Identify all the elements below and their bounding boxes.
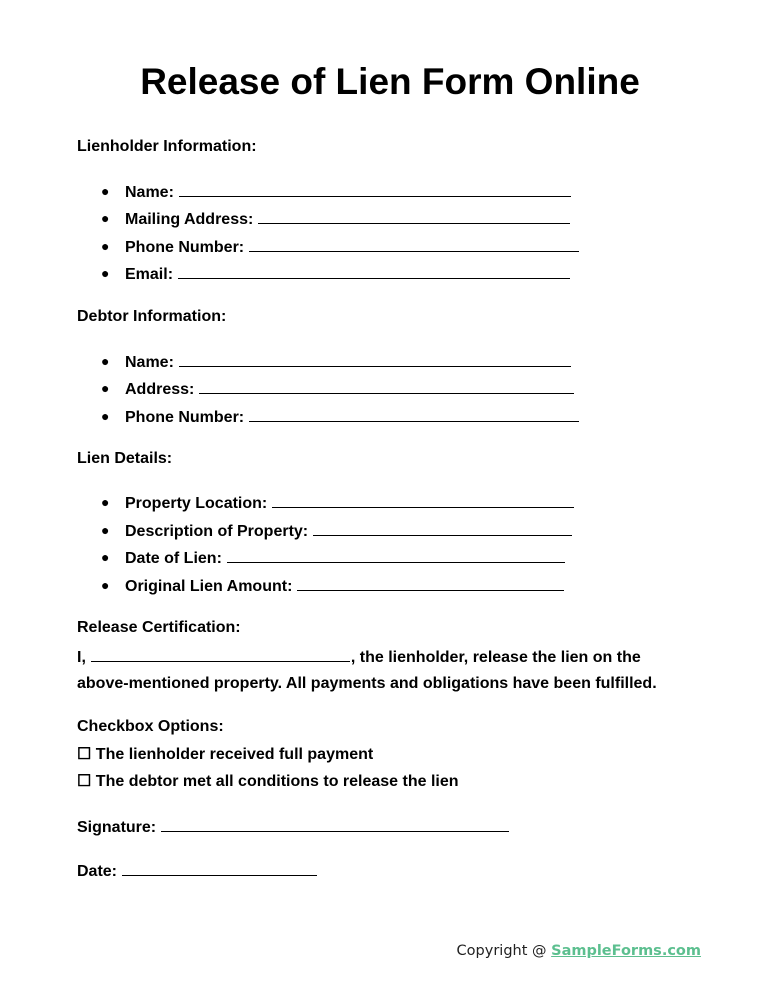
checkbox-full-payment[interactable] (77, 745, 373, 765)
checkbox-icon[interactable]: ☐ (77, 746, 92, 763)
blank-line[interactable] (313, 520, 572, 536)
blank-line[interactable] (199, 378, 574, 394)
field-label: Signature: (77, 819, 157, 836)
checkbox-label: The lienholder received full payment (95, 746, 374, 763)
field-label: Email: (125, 266, 174, 283)
bullet-icon: ● (101, 549, 110, 565)
release-suffix: , the lienholder, release the lien on the (350, 649, 641, 666)
blank-line[interactable] (179, 181, 571, 197)
blank-line[interactable] (179, 351, 571, 367)
section-heading-lien: Lien Details: (77, 450, 173, 467)
debtor-phone-field[interactable] (125, 406, 579, 428)
lienholder-name-field[interactable] (125, 181, 571, 203)
page-title: Release of Lien Form Online (140, 61, 640, 102)
field-label: Date: (77, 863, 118, 880)
blank-line[interactable] (178, 263, 570, 279)
blank-line[interactable] (297, 575, 564, 591)
blank-line[interactable] (249, 406, 579, 422)
section-heading-checkboxes: Checkbox Options: (77, 718, 224, 735)
bullet-icon: ● (101, 353, 110, 369)
signature-field[interactable] (77, 816, 509, 838)
field-label: Name: (125, 354, 174, 371)
checkbox-icon[interactable]: ☐ (77, 773, 92, 790)
bullet-icon: ● (101, 238, 110, 254)
field-label: Property Location: (125, 495, 268, 512)
field-label: Phone Number: (125, 409, 245, 426)
bullet-icon: ● (101, 522, 110, 538)
property-location-field[interactable] (125, 492, 574, 514)
checkbox-conditions-met[interactable] (77, 772, 459, 792)
lienholder-phone-field[interactable] (125, 236, 579, 258)
blank-line[interactable] (161, 816, 509, 832)
property-description-field[interactable] (125, 520, 572, 542)
release-statement-line1 (77, 646, 641, 668)
date-field[interactable] (77, 860, 317, 882)
copyright-text: Copyright @ (456, 943, 552, 959)
field-label: Description of Property: (125, 523, 309, 540)
bullet-icon: ● (101, 210, 110, 226)
lienholder-name-blank[interactable] (91, 646, 350, 662)
section-heading-release: Release Certification: (77, 619, 241, 636)
field-label: Original Lien Amount: (125, 578, 293, 595)
field-label: Date of Lien: (125, 550, 222, 567)
blank-line[interactable] (258, 208, 570, 224)
lienholder-email-field[interactable] (125, 263, 570, 285)
debtor-name-field[interactable] (125, 351, 571, 373)
field-label: Mailing Address: (125, 211, 254, 228)
lien-date-field[interactable] (125, 547, 565, 569)
blank-line[interactable] (227, 547, 565, 563)
release-prefix: I, (77, 649, 86, 666)
section-heading-lienholder: Lienholder Information: (77, 138, 257, 155)
bullet-icon: ● (101, 380, 110, 396)
release-statement-line2: above-mentioned property. All payments and obligations have been fulfilled. (77, 675, 657, 692)
copyright-footer (457, 941, 701, 961)
blank-line[interactable] (272, 492, 574, 508)
blank-line[interactable] (249, 236, 579, 252)
bullet-icon: ● (101, 265, 110, 281)
field-label: Phone Number: (125, 239, 245, 256)
field-label: Address: (125, 381, 195, 398)
debtor-address-field[interactable] (125, 378, 574, 400)
bullet-icon: ● (101, 494, 110, 510)
lienholder-address-field[interactable] (125, 208, 570, 230)
bullet-icon: ● (101, 408, 110, 424)
checkbox-label: The debtor met all conditions to release the lien (95, 773, 459, 790)
section-heading-debtor: Debtor Information: (77, 308, 227, 325)
field-label: Name: (125, 184, 174, 201)
sampleforms-link[interactable]: SampleForms.com (551, 943, 701, 959)
bullet-icon: ● (101, 577, 110, 593)
bullet-icon: ● (101, 183, 110, 199)
blank-line[interactable] (122, 860, 317, 876)
lien-amount-field[interactable] (125, 575, 564, 597)
